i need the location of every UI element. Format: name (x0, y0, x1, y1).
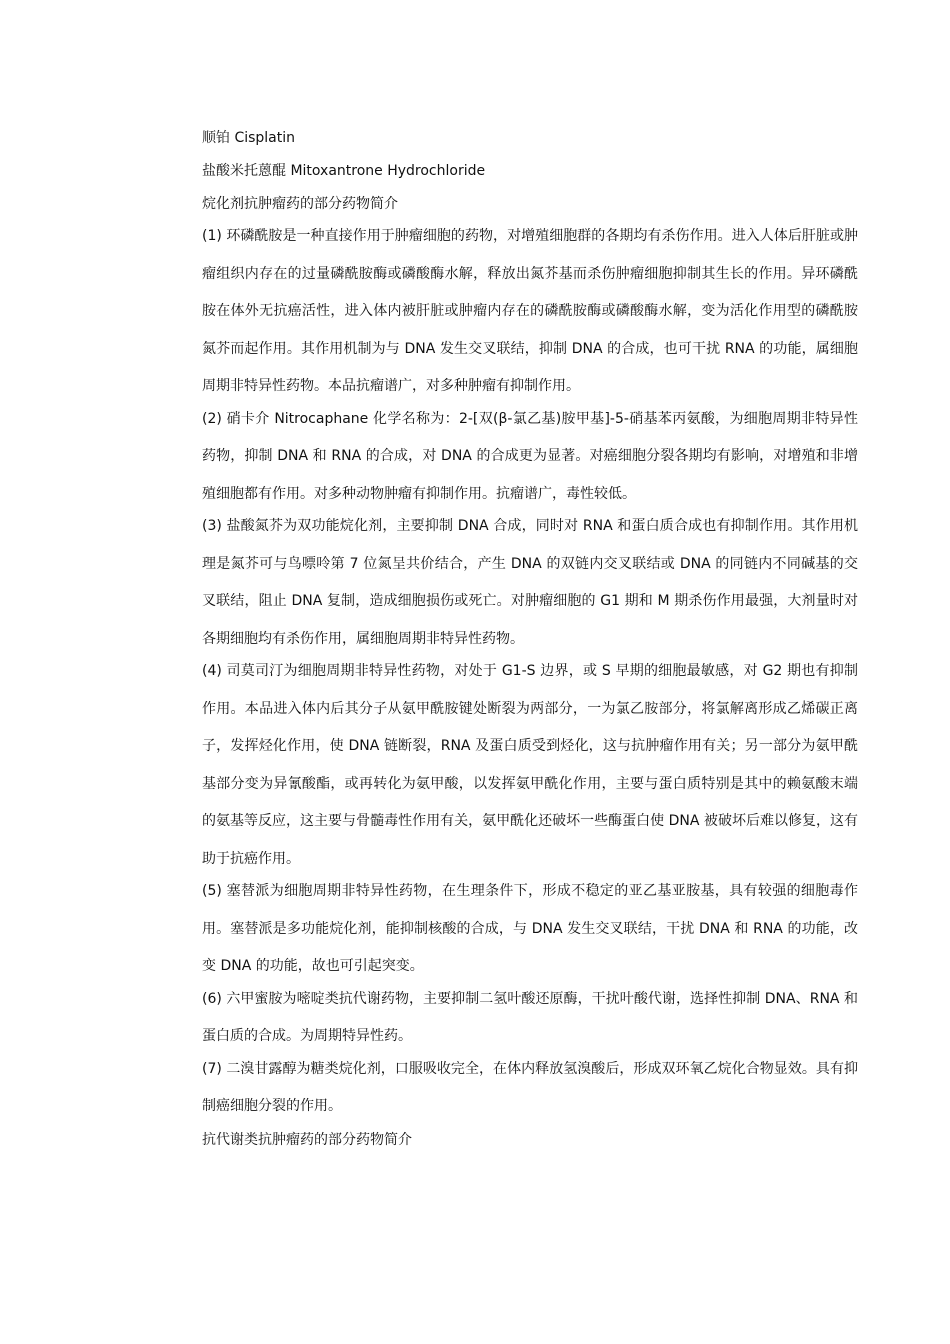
paragraph-1: (1) 环磷酰胺是一种直接作用于肿瘤细胞的药物，对增殖细胞群的各期均有杀伤作用。进入人体后肝脏或肿瘤组织内存在的过量磷酰胺酶或磷酸酶水解，释放出氮芥基而杀伤肿瘤细胞抑制其生长的作用。异环磷酰胺在体外无抗癌活性，进入体内被肝脏或肿瘤内存在的磷酰胺酶或磷酸酶水解，变为活化作用型的磷酰胺氮芥而起作用。其作用机制为与 DNA 发生交叉联结，抑制 DNA 的合成，也可干扰 RNA 的功能，属细胞周期非特异性药物。本品抗瘤谱广，对多种肿瘤有抑制作用。 (202, 228, 858, 394)
paragraph-6: (6) 六甲蜜胺为嘧啶类抗代谢药物，主要抑制二氢叶酸还原酶，干扰叶酸代谢，选择性抑制 DNA、RNA 和蛋白质的合成。为周期特异性药。 (202, 990, 858, 1044)
section-heading-alkylating: 烷化剂抗肿瘤药的部分药物简介 (202, 196, 398, 212)
paragraph-7: (7) 二溴甘露醇为糖类烷化剂，口服吸收完全，在体内释放氢溴酸后，形成双环氧乙烷化合物显效。具有抑制癌细胞分裂的作用。 (202, 1060, 858, 1114)
document-body (202, 126, 858, 1161)
paragraph-5: (5) 塞替派为细胞周期非特异性药物，在生理条件下，形成不稳定的亚乙基亚胺基，具有较强的细胞毒作用。塞替派是多功能烷化剂，能抑制核酸的合成，与 DNA 发生交叉联结，干扰 DNA 和 RNA 的功能，改变 DNA 的功能，故也可引起突变。 (202, 883, 858, 974)
paragraph-3: (3) 盐酸氮芥为双功能烷化剂，主要抑制 DNA 合成，同时对 RNA 和蛋白质合成也有抑制作用。其作用机理是氮芥可与鸟嘌呤第 7 位氮呈共价结合，产生 DNA 的双链内交叉联结或 DNA 的同链内不同碱基的交叉联结，阻止 DNA 复制，造成细胞损伤或死亡。对肿瘤细胞的 G1 期和 M 期杀伤作用最强，大剂量时对各期细胞均有杀伤作用，属细胞周期非特异性药物。 (202, 518, 858, 647)
heading-cisplatin: 顺铂 Cisplatin (202, 130, 296, 146)
heading-mitoxantrone: 盐酸米托蒽醌 Mitoxantrone Hydrochloride (202, 163, 486, 179)
paragraph-2: (2) 硝卡介 Nitrocaphane 化学名称为：2-[双(β-氯乙基)胺甲基]-5-硝基苯丙氨酸，为细胞周期非特异性药物，抑制 DNA 和 RNA 的合成，对 DNA 的合成更为显著。对癌细胞分裂各期均有影响，对增殖和非增殖细胞都有作用。对多种动物肿瘤有抑制作用。抗瘤谱广，毒性较低。 (202, 410, 858, 502)
section-heading-antimetabolite: 抗代谢类抗肿瘤药的部分药物简介 (202, 1131, 412, 1148)
paragraph-4: (4) 司莫司汀为细胞周期非特异性药物，对处于 G1-S 边界，或 S 早期的细胞最敏感，对 G2 期也有抑制作用。本品进入体内后其分子从氨甲酰胺键处断裂为两部分，一为氯乙胺部分，将氯解离形成乙烯碳正离子，发挥烃化作用，使 DNA 链断裂，RNA 及蛋白质受到烃化，这与抗肿瘤作用有关；另一部分为氨甲酰基部分变为异氰酸酯，或再转化为氨甲酸，以发挥氨甲酰化作用，主要与蛋白质特别是其中的赖氨酸末端的氨基等反应，这主要与骨髓毒性作用有关，氨甲酰化还破坏一些酶蛋白使 DNA 被破坏后难以修复，这有助于抗癌作用。 (202, 663, 858, 867)
